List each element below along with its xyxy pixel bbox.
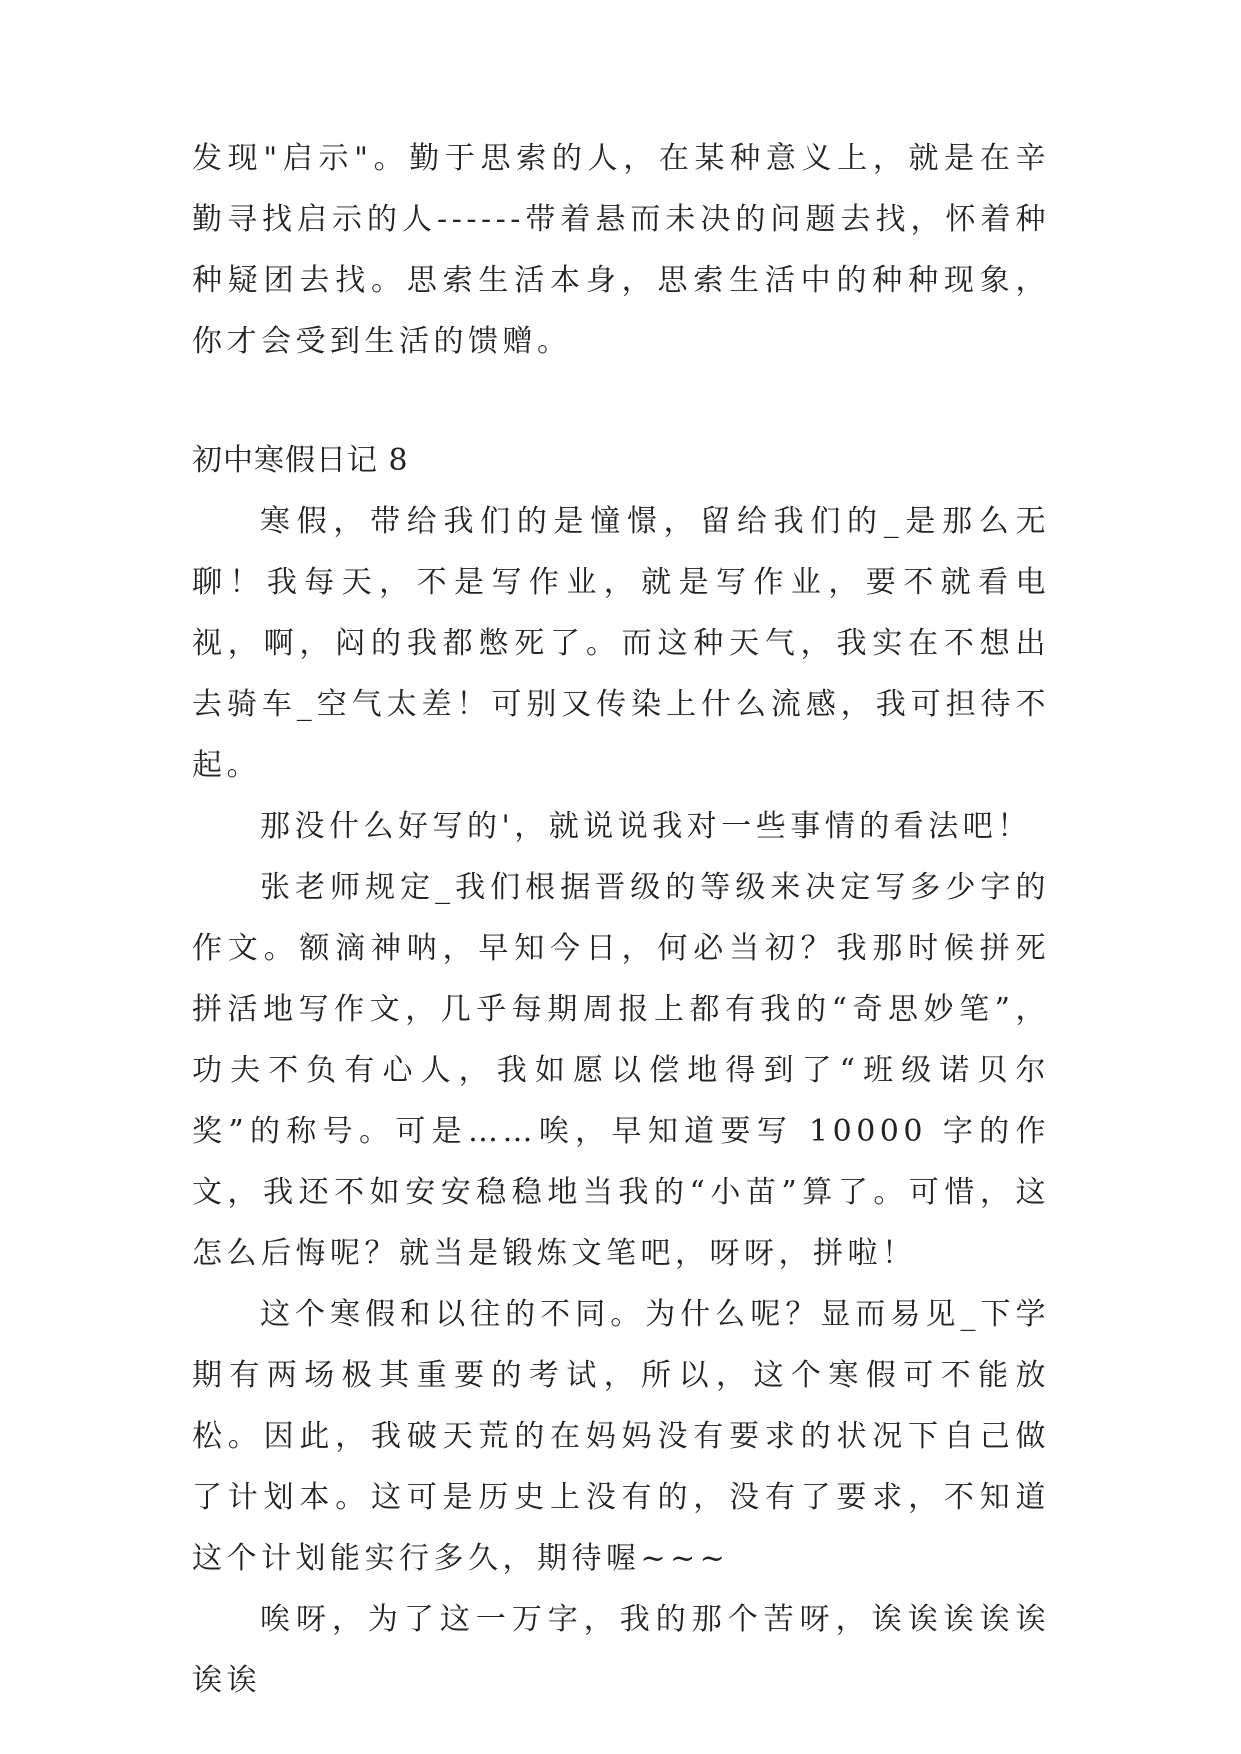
body-paragraph: 唉呀，为了这一万字，我的那个苦呀，诶诶诶诶诶诶诶 [192,1602,1050,1698]
continuation-paragraph: 发现"启示"。勤于思索的人，在某种意义上，就是在辛勤寻找启示的人------带着悬而未决的问题去找，怀着种种疑团去找。思索生活本身，思索生活中的种种现象，你才会受到生活的馈赠。 [192,141,1050,359]
body-paragraph: 寒假，带给我们的是憧憬，留给我们的_是那么无聊！我每天，不是写作业，就是写作业，要不就看电视，啊，闷的我都憋死了。而这种天气，我实在不想出去骑车_空气太差！可别又传染上什么流感，我可担待不起。 [192,504,1050,783]
body-paragraph: 那没什么好写的'，就说说我对一些事情的看法吧！ [260,809,1032,844]
section-title: 初中寒假日记 8 [192,443,409,478]
document-page [192,128,1050,1711]
body-paragraph: 这个寒假和以往的不同。为什么呢？显而易见_下学期有两场极其重要的考试，所以，这个寒假可不能放松。因此，我破天荒的在妈妈没有要求的状况下自己做了计划本。这可是历史上没有的，没有了要求，不知道这个计划能实行多久，期待喔~~~ [192,1297,1050,1576]
body-paragraph: 张老师规定_我们根据晋级的等级来决定写多少字的作文。额滴神呐，早知今日，何必当初？我那时候拼死拼活地写作文，几乎每期周报上都有我的“奇思妙笔”，功夫不负有心人，我如愿以偿地得到了“班级诺贝尔奖”的称号。可是……唉，早知道要写 10000 字的作文，我还不如安安稳稳地当我的“小苗”算了。可惜，这怎么后悔呢？就当是锻炼文笔吧，呀呀，拼啦！ [192,870,1050,1271]
